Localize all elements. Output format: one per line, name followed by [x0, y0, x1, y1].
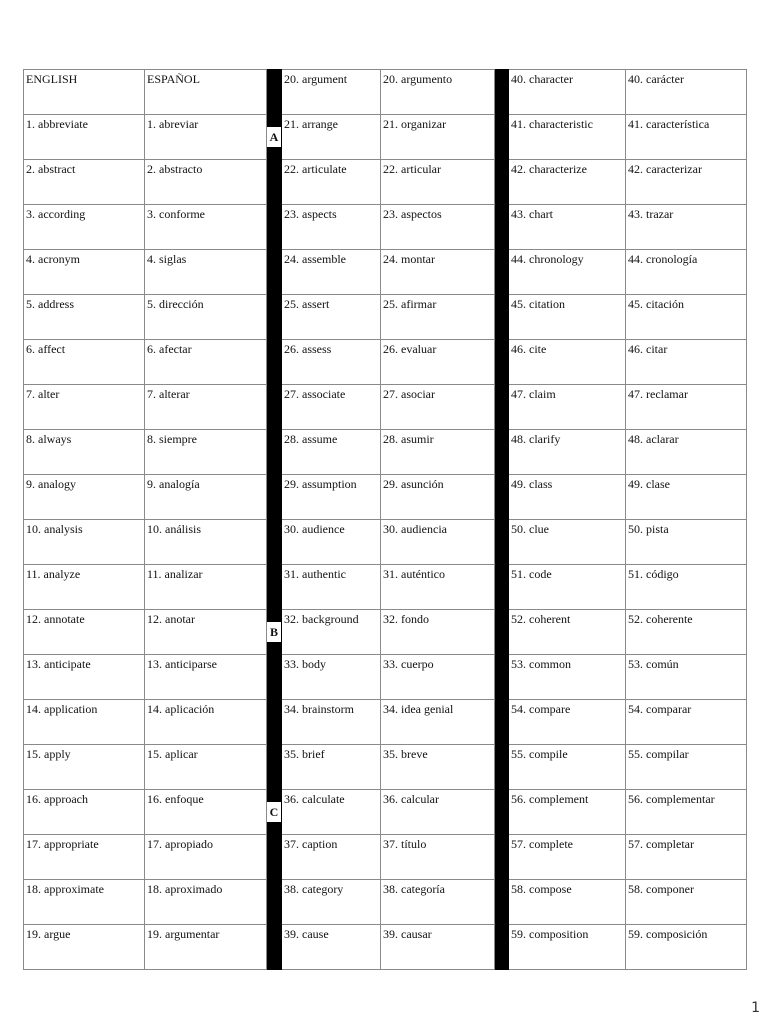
spanish-term: 45. citación [626, 295, 747, 340]
english-term: 19. argue [24, 925, 145, 970]
english-term: 57. complete [509, 835, 626, 880]
section-divider [267, 520, 282, 565]
spanish-term: 58. componer [626, 880, 747, 925]
english-term: 50. clue [509, 520, 626, 565]
english-term: 56. complement [509, 790, 626, 835]
english-term: 26. assess [282, 340, 381, 385]
english-term: 16. approach [24, 790, 145, 835]
section-divider [495, 385, 509, 430]
section-divider [267, 565, 282, 610]
english-term: 40. character [509, 70, 626, 115]
spanish-term: 3. conforme [145, 205, 267, 250]
spanish-term: 7. alterar [145, 385, 267, 430]
spanish-term: 11. analizar [145, 565, 267, 610]
spanish-term: 30. audiencia [381, 520, 495, 565]
english-term: 32. background [282, 610, 381, 655]
spanish-term: 33. cuerpo [381, 655, 495, 700]
spanish-term: 53. común [626, 655, 747, 700]
english-term: 2. abstract [24, 160, 145, 205]
english-term: 6. affect [24, 340, 145, 385]
header-espanol: ESPAÑOL [145, 70, 267, 115]
english-term: 38. category [282, 880, 381, 925]
spanish-term: 47. reclamar [626, 385, 747, 430]
spanish-term: 15. aplicar [145, 745, 267, 790]
section-divider [267, 880, 282, 925]
english-term: 48. clarify [509, 430, 626, 475]
section-divider [267, 250, 282, 295]
english-term: 27. associate [282, 385, 381, 430]
section-divider [267, 790, 282, 835]
english-term: 43. chart [509, 205, 626, 250]
section-letter: B [267, 622, 281, 642]
english-term: 34. brainstorm [282, 700, 381, 745]
english-term: 20. argument [282, 70, 381, 115]
english-term: 4. acronym [24, 250, 145, 295]
section-divider [267, 655, 282, 700]
spanish-term: 14. aplicación [145, 700, 267, 745]
english-term: 29. assumption [282, 475, 381, 520]
english-term: 49. class [509, 475, 626, 520]
table-row [24, 70, 747, 115]
english-term: 9. analogy [24, 475, 145, 520]
table-row [24, 250, 747, 295]
spanish-term: 51. código [626, 565, 747, 610]
english-term: 30. audience [282, 520, 381, 565]
section-letter: A [267, 127, 281, 147]
spanish-term: 2. abstracto [145, 160, 267, 205]
spanish-term: 5. dirección [145, 295, 267, 340]
english-term: 22. articulate [282, 160, 381, 205]
spanish-term: 49. clase [626, 475, 747, 520]
table-row [24, 115, 747, 160]
spanish-term: 6. afectar [145, 340, 267, 385]
spanish-term: 26. evaluar [381, 340, 495, 385]
section-divider [495, 340, 509, 385]
section-divider [267, 700, 282, 745]
spanish-term: 36. calcular [381, 790, 495, 835]
english-term: 31. authentic [282, 565, 381, 610]
section-divider [495, 655, 509, 700]
english-term: 36. calculate [282, 790, 381, 835]
table-row [24, 430, 747, 475]
spanish-term: 56. complementar [626, 790, 747, 835]
table-row [24, 745, 747, 790]
spanish-term: 38. categoría [381, 880, 495, 925]
english-term: 28. assume [282, 430, 381, 475]
spanish-term: 17. apropiado [145, 835, 267, 880]
english-term: 46. cite [509, 340, 626, 385]
table-row [24, 790, 747, 835]
section-divider [267, 160, 282, 205]
table-row [24, 880, 747, 925]
english-term: 18. approximate [24, 880, 145, 925]
english-term: 58. compose [509, 880, 626, 925]
spanish-term: 12. anotar [145, 610, 267, 655]
section-divider [495, 700, 509, 745]
english-term: 25. assert [282, 295, 381, 340]
section-divider [267, 475, 282, 520]
spanish-term: 39. causar [381, 925, 495, 970]
section-divider [495, 565, 509, 610]
header-english: ENGLISH [24, 70, 145, 115]
english-term: 52. coherent [509, 610, 626, 655]
spanish-term: 43. trazar [626, 205, 747, 250]
section-divider [495, 295, 509, 340]
vocabulary-sheet [23, 69, 747, 970]
english-term: 44. chronology [509, 250, 626, 295]
english-term: 13. anticipate [24, 655, 145, 700]
page-number: 1 [751, 1000, 760, 1016]
section-divider [495, 160, 509, 205]
spanish-term: 52. coherente [626, 610, 747, 655]
english-term: 3. according [24, 205, 145, 250]
english-term: 5. address [24, 295, 145, 340]
spanish-term: 48. aclarar [626, 430, 747, 475]
spanish-term: 46. citar [626, 340, 747, 385]
spanish-term: 1. abreviar [145, 115, 267, 160]
section-divider [495, 115, 509, 160]
section-divider [267, 835, 282, 880]
table-row [24, 610, 747, 655]
english-term: 24. assemble [282, 250, 381, 295]
spanish-term: 35. breve [381, 745, 495, 790]
table-row [24, 160, 747, 205]
section-divider [267, 745, 282, 790]
english-term: 42. characterize [509, 160, 626, 205]
section-divider [495, 430, 509, 475]
spanish-term: 23. aspectos [381, 205, 495, 250]
spanish-term: 59. composición [626, 925, 747, 970]
english-term: 33. body [282, 655, 381, 700]
section-divider [495, 790, 509, 835]
section-divider [495, 475, 509, 520]
section-divider [267, 205, 282, 250]
spanish-term: 55. compilar [626, 745, 747, 790]
table-row [24, 925, 747, 970]
section-divider [495, 835, 509, 880]
section-divider [495, 520, 509, 565]
english-term: 41. characteristic [509, 115, 626, 160]
english-term: 37. caption [282, 835, 381, 880]
table-row [24, 520, 747, 565]
section-divider [495, 70, 509, 115]
spanish-term: 27. asociar [381, 385, 495, 430]
spanish-term: 29. asunción [381, 475, 495, 520]
spanish-term: 22. articular [381, 160, 495, 205]
table-row [24, 385, 747, 430]
english-term: 8. always [24, 430, 145, 475]
spanish-term: 42. caracterizar [626, 160, 747, 205]
english-term: 51. code [509, 565, 626, 610]
spanish-term: 9. analogía [145, 475, 267, 520]
english-term: 14. application [24, 700, 145, 745]
table-row [24, 475, 747, 520]
spanish-term: 25. afirmar [381, 295, 495, 340]
spanish-term: 24. montar [381, 250, 495, 295]
section-divider [495, 250, 509, 295]
spanish-term: 21. organizar [381, 115, 495, 160]
spanish-term: 44. cronología [626, 250, 747, 295]
section-divider [267, 70, 282, 115]
section-divider [495, 610, 509, 655]
spanish-term: 34. idea genial [381, 700, 495, 745]
table-row [24, 340, 747, 385]
english-term: 55. compile [509, 745, 626, 790]
table-row [24, 205, 747, 250]
english-term: 12. annotate [24, 610, 145, 655]
section-divider [267, 385, 282, 430]
english-term: 35. brief [282, 745, 381, 790]
spanish-term: 41. característica [626, 115, 747, 160]
english-term: 45. citation [509, 295, 626, 340]
spanish-term: 18. aproximado [145, 880, 267, 925]
english-term: 15. apply [24, 745, 145, 790]
table-row [24, 295, 747, 340]
english-term: 47. claim [509, 385, 626, 430]
english-term: 39. cause [282, 925, 381, 970]
section-divider [267, 295, 282, 340]
english-term: 54. compare [509, 700, 626, 745]
section-divider [267, 925, 282, 970]
english-term: 10. analysis [24, 520, 145, 565]
table-row [24, 700, 747, 745]
spanish-term: 37. título [381, 835, 495, 880]
spanish-term: 31. auténtico [381, 565, 495, 610]
spanish-term: 50. pista [626, 520, 747, 565]
table-row [24, 655, 747, 700]
spanish-term: 13. anticiparse [145, 655, 267, 700]
english-term: 23. aspects [282, 205, 381, 250]
section-divider [495, 925, 509, 970]
spanish-term: 57. completar [626, 835, 747, 880]
table-row [24, 835, 747, 880]
section-divider [267, 340, 282, 385]
spanish-term: 16. enfoque [145, 790, 267, 835]
english-term: 53. common [509, 655, 626, 700]
english-term: 21. arrange [282, 115, 381, 160]
spanish-term: 4. siglas [145, 250, 267, 295]
english-term: 11. analyze [24, 565, 145, 610]
spanish-term: 28. asumir [381, 430, 495, 475]
section-divider [495, 205, 509, 250]
spanish-term: 54. comparar [626, 700, 747, 745]
english-term: 1. abbreviate [24, 115, 145, 160]
spanish-term: 19. argumentar [145, 925, 267, 970]
section-divider [267, 610, 282, 655]
spanish-term: 32. fondo [381, 610, 495, 655]
spanish-term: 40. carácter [626, 70, 747, 115]
spanish-term: 10. análisis [145, 520, 267, 565]
english-term: 7. alter [24, 385, 145, 430]
section-divider [495, 745, 509, 790]
spanish-term: 20. argumento [381, 70, 495, 115]
table-row [24, 565, 747, 610]
section-letter: C [267, 802, 281, 822]
spanish-term: 8. siempre [145, 430, 267, 475]
section-divider [495, 880, 509, 925]
english-term: 17. appropriate [24, 835, 145, 880]
section-divider [267, 430, 282, 475]
english-term: 59. composition [509, 925, 626, 970]
section-divider [267, 115, 282, 160]
vocabulary-table [23, 69, 747, 970]
